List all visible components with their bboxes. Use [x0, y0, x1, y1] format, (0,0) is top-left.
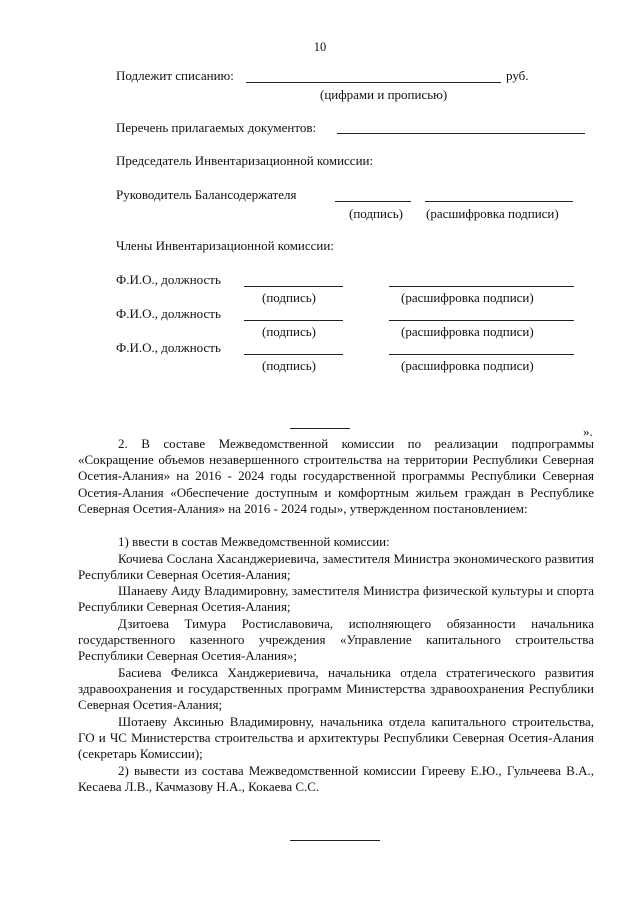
- end-divider: [290, 840, 380, 841]
- paragraph-member-dzitoev: Дзитоева Тимура Ростиславовича, исполняющего обязанности начальника государственного казенного учреждения «Управление капитального строительства Республики Северная Осетия-Алания»;: [78, 616, 594, 664]
- members-label: Члены Инвентаризационной комиссии:: [116, 238, 334, 253]
- head-label: Руководитель Балансодержателя: [116, 187, 297, 202]
- page-number: 10: [313, 40, 327, 54]
- member-3-decode-line: [389, 354, 574, 355]
- member-2-decode-hint: (расшифровка подписи): [401, 324, 534, 339]
- writeoff-label: Подлежит списанию:: [116, 68, 234, 83]
- paragraph-add-members: 1) ввести в состав Межведомственной комиссии:: [118, 534, 390, 549]
- paragraph-member-basiev: Басиева Феликса Ханджериевича, начальника отдела стратегического развития здравоохранения и государственных программ Министерства здравоохранения Республики Северная Осетия-Алания;: [78, 665, 594, 713]
- section-divider: [290, 428, 350, 429]
- member-1-sign-line: [244, 286, 343, 287]
- head-decode-hint: (расшифровка подписи): [426, 206, 559, 221]
- member-3-label: Ф.И.О., должность: [116, 340, 221, 355]
- closing-quote: ».: [583, 424, 593, 439]
- paragraph-member-shanaeva: Шанаеву Аиду Владимировну, заместителя Министра физической культуры и спорта Республики Северная Осетия-Алания;: [78, 583, 594, 615]
- member-3-sign-line: [244, 354, 343, 355]
- chairman-label: Председатель Инвентаризационной комиссии:: [116, 153, 374, 168]
- member-1-sign-hint: (подпись): [262, 290, 316, 305]
- member-2-label: Ф.И.О., должность: [116, 306, 221, 321]
- member-2-sign-line: [244, 320, 343, 321]
- member-1-decode-hint: (расшифровка подписи): [401, 290, 534, 305]
- member-2-decode-line: [389, 320, 574, 321]
- paragraph-member-kochiev: Кочиева Сослана Хасанджериевича, заместителя Министра экономического развития Республики Северная Осетия-Алания;: [78, 551, 594, 583]
- paragraph-member-shotaeva: Шотаеву Аксинью Владимировну, начальника отдела капитального строительства, ГО и ЧС Министерства строительства и архитектуры Республики Северная Осетия-Алания (секретарь Комиссии);: [78, 714, 594, 762]
- writeoff-amount-line: [246, 82, 501, 83]
- paragraph-remove-members: 2) вывести из состава Межведомственной комиссии Гирееву Е.Ю., Гульчеева В.А., Кесаева Л.В., Качмазову Н.А., Кокаева С.С.: [78, 763, 594, 795]
- documents-line: [337, 133, 585, 134]
- member-1-decode-line: [389, 286, 574, 287]
- member-2-sign-hint: (подпись): [262, 324, 316, 339]
- head-sign-line: [335, 201, 411, 202]
- member-1-label: Ф.И.О., должность: [116, 272, 221, 287]
- paragraph-commission-intro: 2. В составе Межведомственной комиссии по реализации подпрограммы «Сокращение объемов незавершенного строительства на территории Республики Северная Осетия-Алания» на 2016 - 2024 годы государственной программы Республики Северная Осетия-Алания «Обеспечение доступным и комфортным жильем граждан в Республике Северная Осетия-Алания» на 2016 - 2024 годы», утвержденном постановлением:: [78, 436, 594, 516]
- head-sign-hint: (подпись): [349, 206, 403, 221]
- member-3-sign-hint: (подпись): [262, 358, 316, 373]
- head-decode-line: [425, 201, 573, 202]
- member-3-decode-hint: (расшифровка подписи): [401, 358, 534, 373]
- writeoff-unit: руб.: [506, 68, 529, 83]
- documents-label: Перечень прилагаемых документов:: [116, 120, 317, 135]
- writeoff-hint: (цифрами и прописью): [320, 87, 448, 102]
